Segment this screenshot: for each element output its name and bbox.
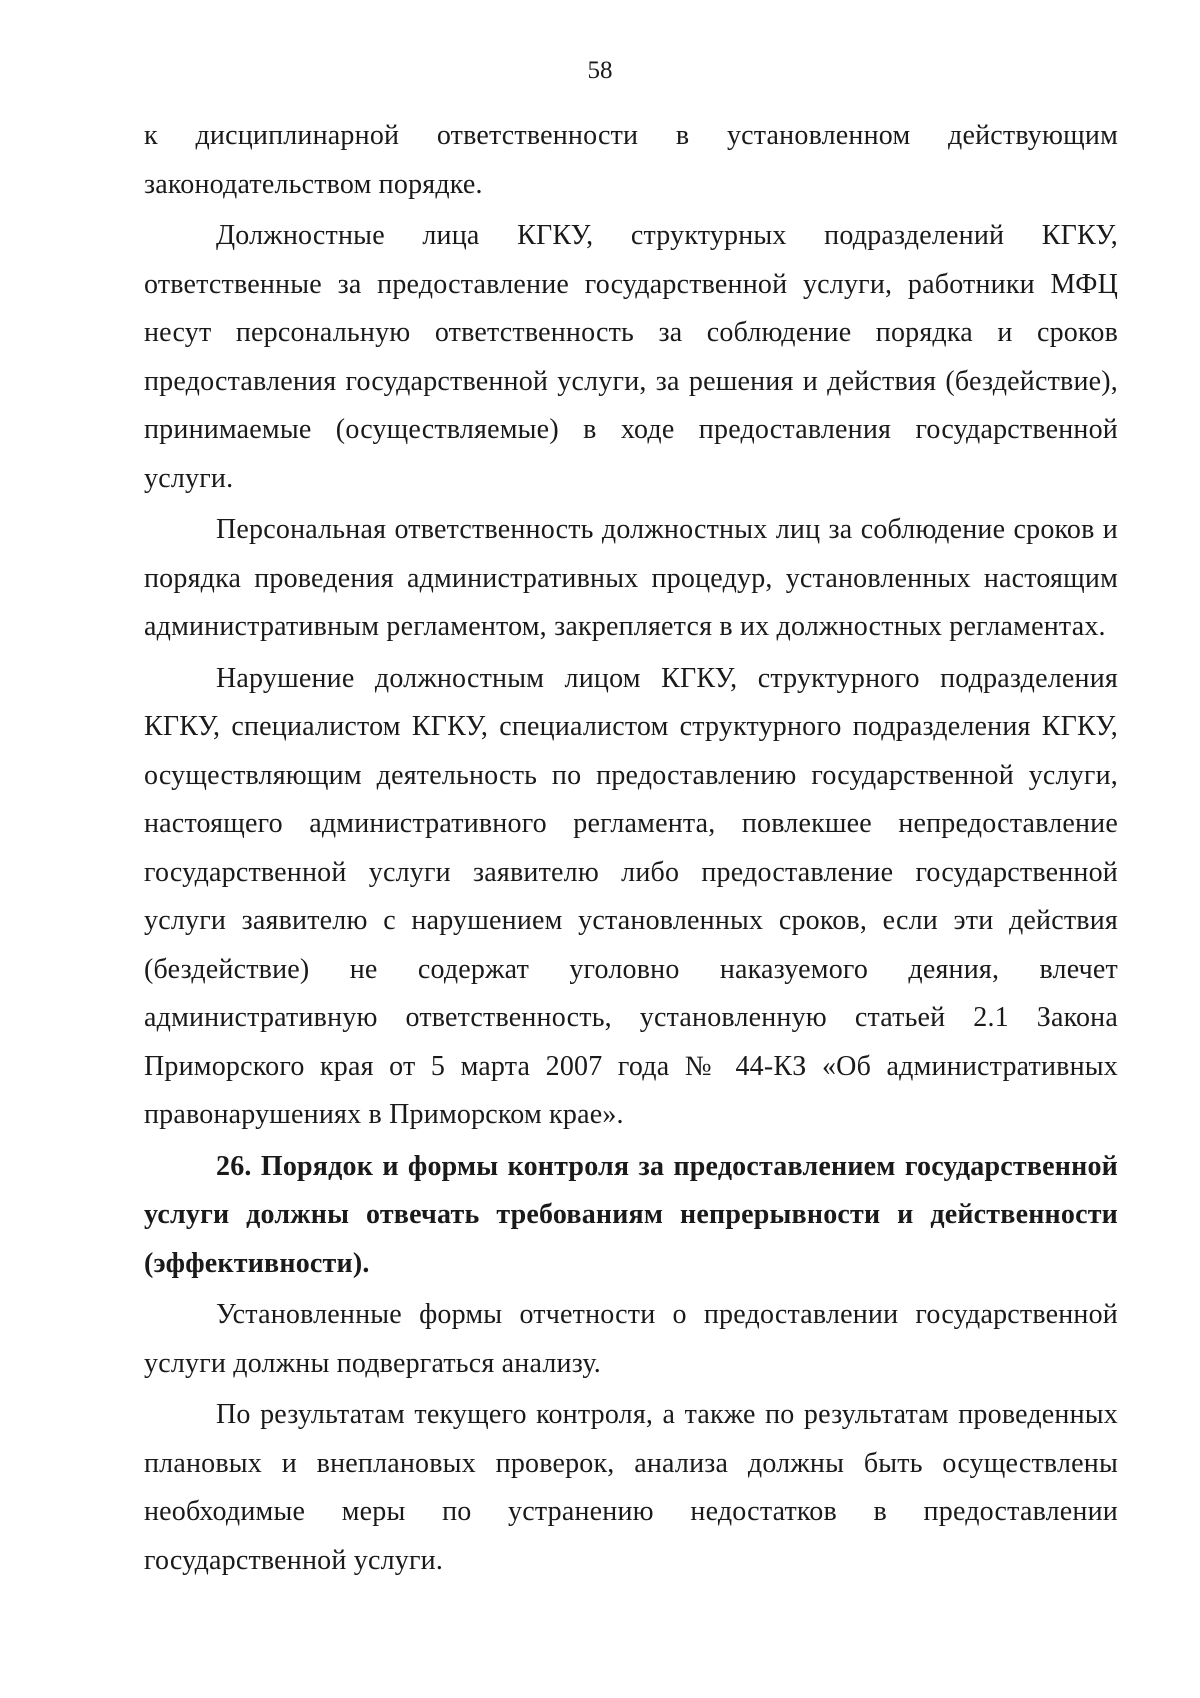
page-number: 58 [587,57,613,84]
document-body [144,112,1118,1588]
paragraph-reporting-forms: Установленные формы отчетности о предоставлении государственной услуги должны подвергаться анализу. [144,1299,1118,1379]
paragraph-control-results: По результатам текущего контроля, а также по результатам проведенных плановых и внеплановых проверок, анализа должны быть осуществлены необходимые меры по устранению недостатков в предоставлении государственной услуги. [144,1399,1118,1576]
paragraph-violation: Нарушение должностным лицом КГКУ, структурного подразделения КГКУ, специалистом КГКУ, специалистом структурного подразделения КГКУ, осуществляющим деятельность по предоставлению государственной услуги, настоящего административного регламента, повлекшее непредоставление государственной услуги заявителю либо предоставление государственной услуги заявителю с нарушением установленных сроков, если эти действия (бездействие) не содержат уголовно наказуемого деяния, влечет административную ответственность, установленную статьей 2.1 Закона Приморского края от 5 марта 2007 года № 44-КЗ «Об административных правонарушениях в Приморском крае». [144,662,1118,1130]
paragraph-personal-responsibility: Персональная ответственность должностных лиц за соблюдение сроков и порядка проведения административных процедур, установленных настоящим административным регламентом, закрепляется в их должностных регламентах. [144,514,1118,642]
paragraph-responsibility: Должностные лица КГКУ, структурных подразделений КГКУ, ответственные за предоставление государственной услуги, работники МФЦ несут персональную ответственность за соблюдение порядка и сроков предоставления государственной услуги, за решения и действия (бездействие), принимаемые (осуществляемые) в ходе предоставления государственной услуги. [144,220,1118,494]
section-heading-26: 26. Порядок и формы контроля за предоставлением государственной услуги должны отвечать требованиям непрерывности и действенности (эффективности). [144,1150,1118,1279]
paragraph-continuation: к дисциплинарной ответственности в установленном действующим законодательством порядке. [144,120,1118,200]
